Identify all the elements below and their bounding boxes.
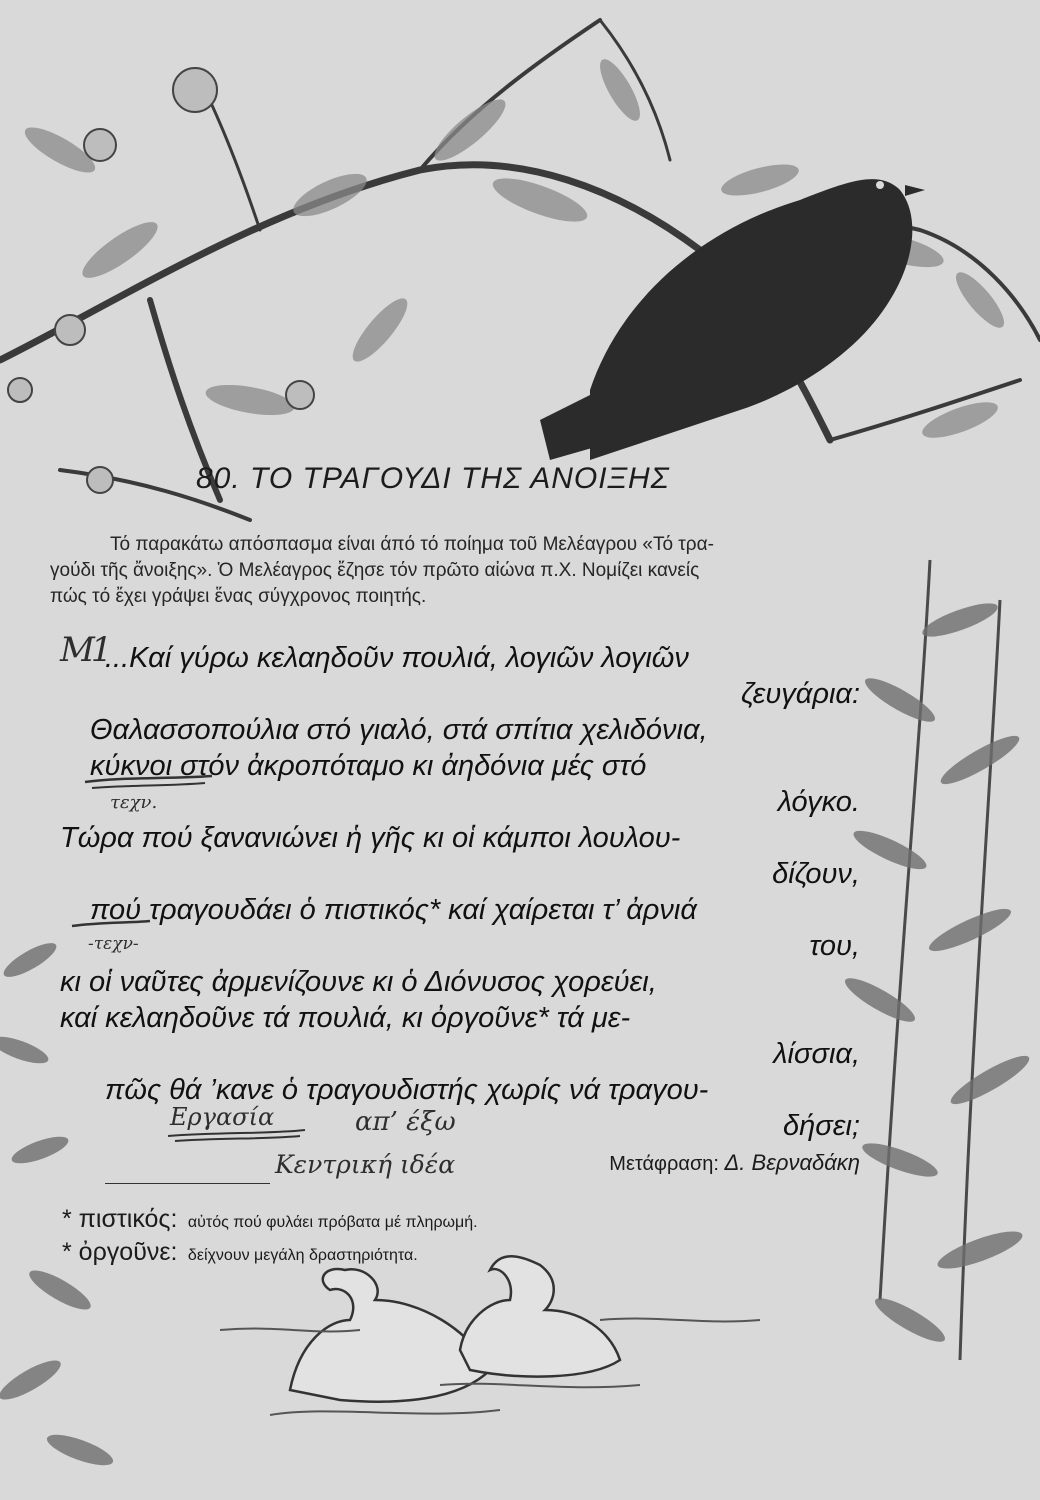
underline-kyknoi-2 (92, 783, 205, 788)
poem-line: λίσσια, (773, 1038, 860, 1070)
poem-line: λόγκο. (777, 786, 860, 818)
underline-kyknoi (85, 776, 212, 782)
handwritten-initials: Μ1 (60, 630, 109, 670)
underline-pou (72, 921, 150, 926)
poem-line: δίζουν, (772, 858, 860, 890)
poem-line: πού τραγουδάει ὁ πιστικός* καί χαίρεται τ’ ἀρνιά (90, 894, 697, 926)
poem-line: ζευγάρια: (740, 678, 860, 710)
intro-line: Τό παρακάτω απόσπασμα είναι άπό τό ποίημα τοῦ Μελέαγρου «Τό τρα- (110, 534, 714, 555)
footnote-term: * ὀργοῦνε: (62, 1238, 178, 1266)
underline-ergasia (168, 1130, 305, 1136)
credit-label: Μετάφραση: (609, 1153, 719, 1175)
poem-line: κύκνοι στόν ἀκροπόταμο κι ἀηδόνια μές στό (90, 750, 647, 782)
poem-line: του, (809, 930, 860, 962)
handwritten-note: Εργασία (170, 1103, 275, 1131)
poem-line: ...Καί γύρω κελαηδοῦν πουλιά, λογιῶν λογιῶν (105, 642, 689, 674)
intro-line: γούδι τῆς ἄνοιξης». Ὁ Μελέαγρος ἔζησε τόν πρῶτο αἰώνα π.Χ. Νομίζει κανείς (50, 560, 700, 581)
page-title: 80. ΤΟ ΤΡΑΓΟΥΔΙ ΤΗΣ ΑΝΟΙΞΗΣ (196, 462, 670, 495)
footnote-definition: δείχνουν μεγάλη δραστηριότητα. (187, 1247, 418, 1264)
underline-ergasia-2 (175, 1136, 300, 1141)
footnote-definition: αὐτός πού φυλάει πρόβατα μέ πληρωμή. (187, 1214, 478, 1231)
handwritten-note: Κεντρική ιδέα (275, 1150, 456, 1179)
poem-line: Τώρα πού ξανανιώνει ἡ γῆς κι οἱ κάμποι λουλου- (60, 822, 681, 854)
poem-line: δήσει; (783, 1110, 860, 1142)
poem-line: πῶς θά ’κανε ὁ τραγουδιστής χωρίς νά τραγου- (105, 1074, 709, 1106)
poem-line: Θαλασσοπούλια στό γιαλό, στά σπίτια χελιδόνια, (90, 714, 708, 746)
handwritten-note: -τεχν- (88, 934, 139, 954)
poem-line: καί κελαηδοῦνε τά πουλιά, κι ὀργοῦνε* τά με- (60, 1002, 631, 1034)
handwritten-note: απ’ έξω (355, 1107, 456, 1137)
poem-line: κι οἱ ναῦτες ἀρμενίζουνε κι ὁ Διόνυσος χορεύει, (60, 966, 657, 998)
footnote-term: * πιστικός: (62, 1205, 178, 1233)
handwritten-note: τεχν. (110, 792, 158, 813)
translator-name: Δ. Βερναδάκη (724, 1150, 860, 1175)
intro-line: πώς τό ἔχει γράψει ἕνας σύγχρονος ποιητής. (50, 586, 427, 607)
